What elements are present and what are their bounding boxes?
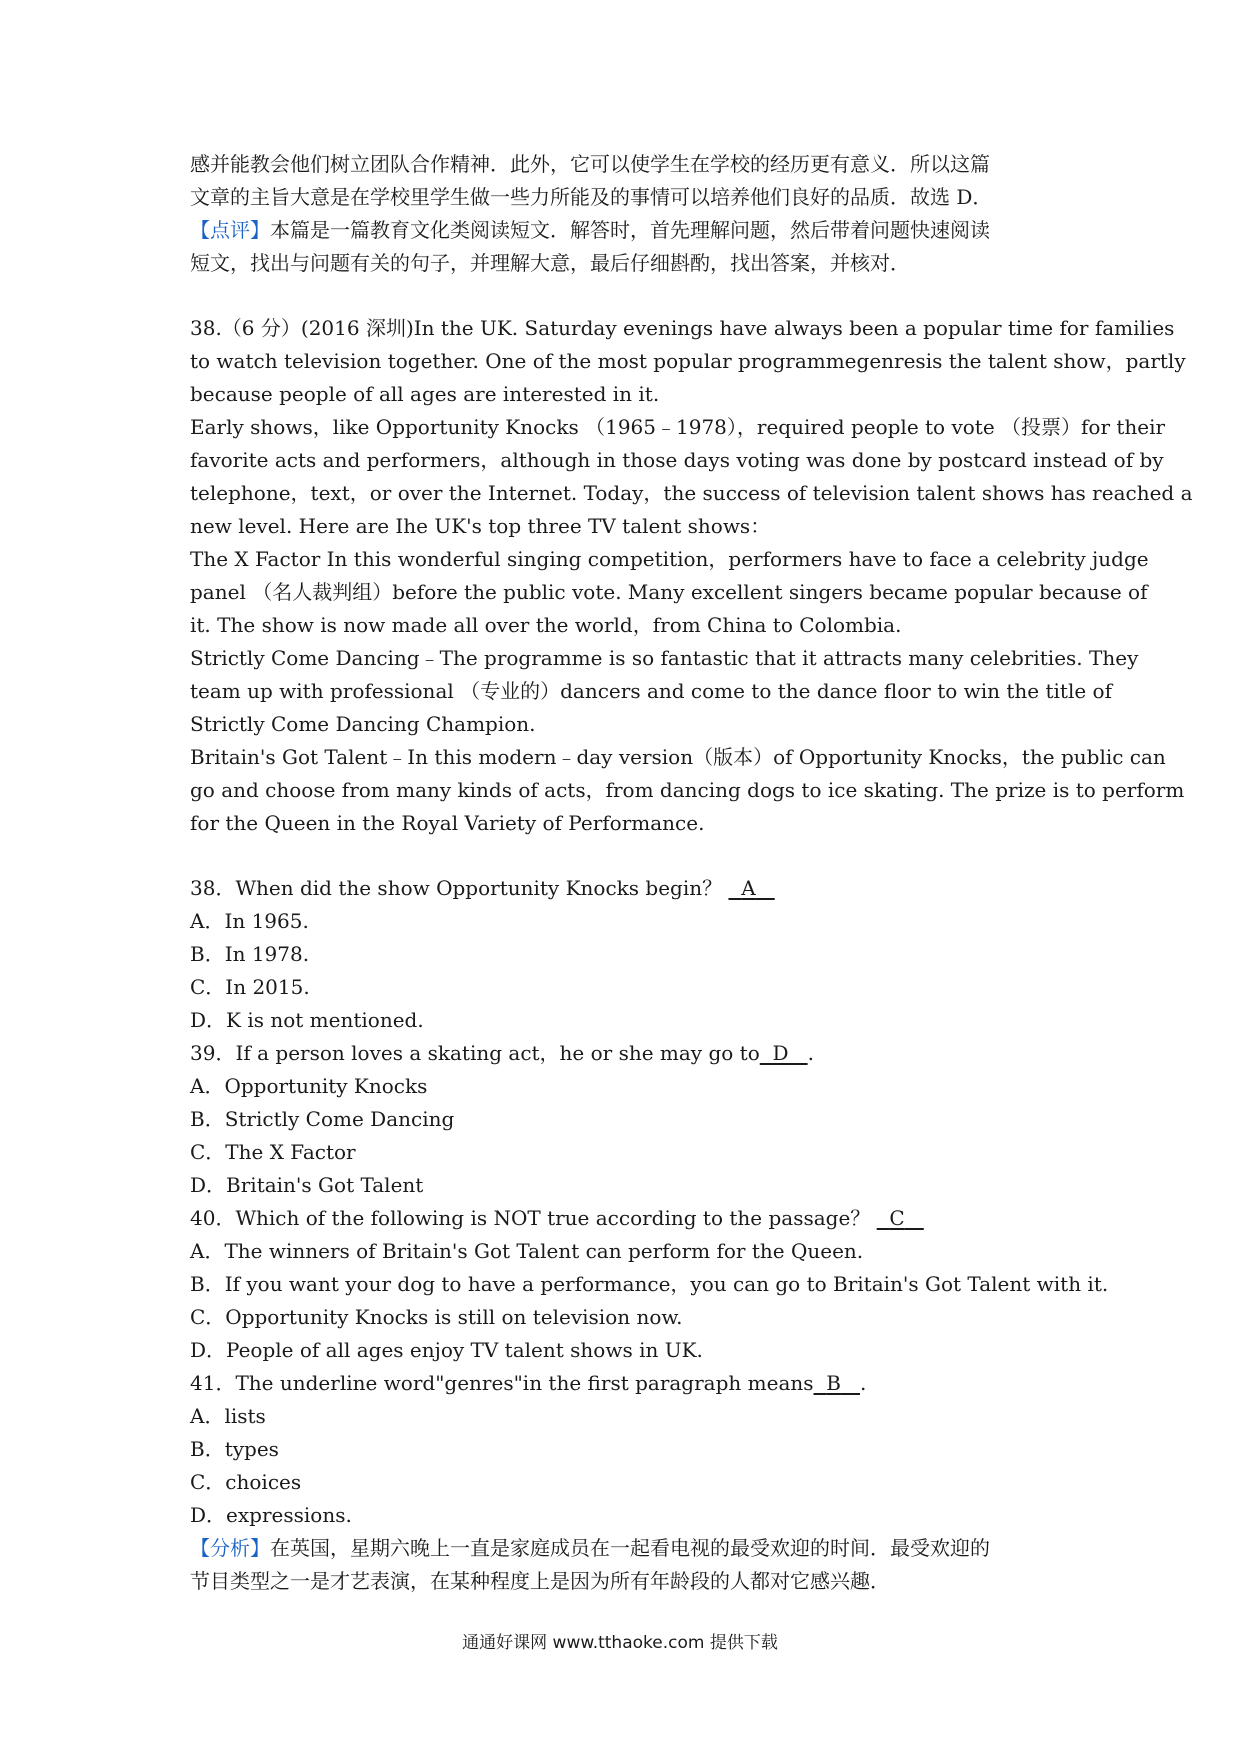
option-item: A．Opportunity Knocks <box>190 1074 428 1098</box>
intro-line: 感并能教会他们树立团队合作精神．此外，它可以使学生在学校的经历更有意义．所以这篇 <box>190 152 990 176</box>
question-39 <box>190 1037 1070 1202</box>
answer-value: A <box>741 876 756 900</box>
passage-line: new level. Here are Ihe UK's top three TV talent shows： <box>190 514 771 538</box>
answer-blank <box>760 1037 808 1070</box>
question-stem <box>190 1367 1070 1400</box>
question-end: . <box>807 1041 814 1065</box>
answer-value: D <box>772 1041 789 1065</box>
passage-line: 38.（6 分）(2016 深圳)In the UK. Saturday evenings have always been a popular time for families <box>190 316 1175 340</box>
question-text: 40．Which of the following is NOT true according to the passage？ <box>190 1206 871 1230</box>
option-item: D．People of all ages enjoy TV talent shows in UK. <box>190 1338 703 1362</box>
option-item: C．choices <box>190 1470 302 1494</box>
option-item: D．Britain's Got Talent <box>190 1173 424 1197</box>
passage-line: panel （名人裁判组）before the public vote. Many excellent singers became popular because of <box>190 580 1148 604</box>
option-item: C．In 2015. <box>190 975 310 999</box>
analysis-text: 在英国，星期六晚上一直是家庭成员在一起看电视的最受欢迎的时间．最受欢迎的 <box>270 1536 990 1560</box>
comment-text: 本篇是一篇教育文化类阅读短文．解答时，首先理解问题，然后带着问题快速阅读 <box>270 218 990 242</box>
option-item: A．lists <box>190 1404 266 1428</box>
passage-line: team up with professional （专业的）dancers and come to the dance floor to win the title of <box>190 679 1113 703</box>
passage-line: go and choose from many kinds of acts，from dancing dogs to ice skating. The prize is to perform <box>190 778 1185 802</box>
passage-line: for the Queen in the Royal Variety of Performance. <box>190 811 705 835</box>
comment-line: 短文，找出与问题有关的句子，并理解大意，最后仔细斟酌，找出答案，并核对． <box>190 251 910 275</box>
passage-line: Early shows，like Opportunity Knocks （1965﹣1978），required people to vote （投票）for their <box>190 415 1166 439</box>
question-text: 41．The underline word"genres"in the first paragraph means <box>190 1371 814 1395</box>
passage-line: Strictly Come Dancing﹣The programme is so fantastic that it attracts many celebrities. They <box>190 646 1139 670</box>
option-item: B．If you want your dog to have a performance，you can go to Britain's Got Talent with it. <box>190 1272 1109 1296</box>
passage-line: telephone，text，or over the Internet. Today，the success of television talent shows has reached a <box>190 481 1193 505</box>
comment-line <box>190 214 1070 247</box>
answer-value: C <box>889 1206 905 1230</box>
intro-line: 文章的主旨大意是在学校里学生做一些力所能及的事情可以培养他们良好的品质．故选 D． <box>190 185 993 209</box>
comment-tag: 【点评】 <box>190 218 270 242</box>
passage-line: The X Factor In this wonderful singing competition，performers have to face a celebrity judge <box>190 547 1149 571</box>
option-item: A．In 1965. <box>190 909 309 933</box>
question-stem <box>190 872 1070 905</box>
passage-line: because people of all ages are interested in it. <box>190 382 660 406</box>
question-stem <box>190 1037 1070 1070</box>
question-text: 38．When did the show Opportunity Knocks begin？ <box>190 876 723 900</box>
option-item: A．The winners of Britain's Got Talent can perform for the Queen. <box>190 1239 864 1263</box>
question-40 <box>190 1202 1109 1367</box>
answer-blank <box>814 1367 861 1400</box>
option-item: D．K is not mentioned. <box>190 1008 424 1032</box>
passage-line: it. The show is now made all over the world，from China to Colombia. <box>190 613 902 637</box>
question-end: . <box>860 1371 867 1395</box>
option-item: C．Opportunity Knocks is still on television now. <box>190 1305 683 1329</box>
passage-line: Britain's Got Talent﹣In this modern﹣day version（版本）of Opportunity Knocks，the public can <box>190 745 1166 769</box>
analysis-line <box>190 1532 1070 1565</box>
question-41 <box>190 1367 1070 1532</box>
page-footer: 通通好课网 www.tthaoke.com 提供下载 <box>462 1633 778 1653</box>
answer-blank <box>728 872 774 905</box>
option-item: B．Strictly Come Dancing <box>190 1107 455 1131</box>
option-item: B．types <box>190 1437 279 1461</box>
passage-line: to watch television together. One of the most popular programmegenresis the talent show，partly <box>190 349 1186 373</box>
passage-line: favorite acts and performers，although in those days voting was done by postcard instead of by <box>190 448 1164 472</box>
question-38 <box>190 872 1070 1037</box>
analysis-tag: 【分析】 <box>190 1536 270 1560</box>
question-text: 39．If a person loves a skating act，he or she may go to <box>190 1041 760 1065</box>
answer-blank <box>877 1202 924 1235</box>
option-item: C．The X Factor <box>190 1140 356 1164</box>
reading-passage <box>190 312 1193 840</box>
answer-value: B <box>826 1371 841 1395</box>
question-stem <box>190 1202 1070 1235</box>
passage-line: Strictly Come Dancing Champion. <box>190 712 536 736</box>
option-item: D．expressions. <box>190 1503 352 1527</box>
document-page <box>190 148 1193 1598</box>
option-item: B．In 1978. <box>190 942 310 966</box>
analysis-line: 节目类型之一是才艺表演，在某种程度上是因为所有年龄段的人都对它感兴趣． <box>190 1569 890 1593</box>
